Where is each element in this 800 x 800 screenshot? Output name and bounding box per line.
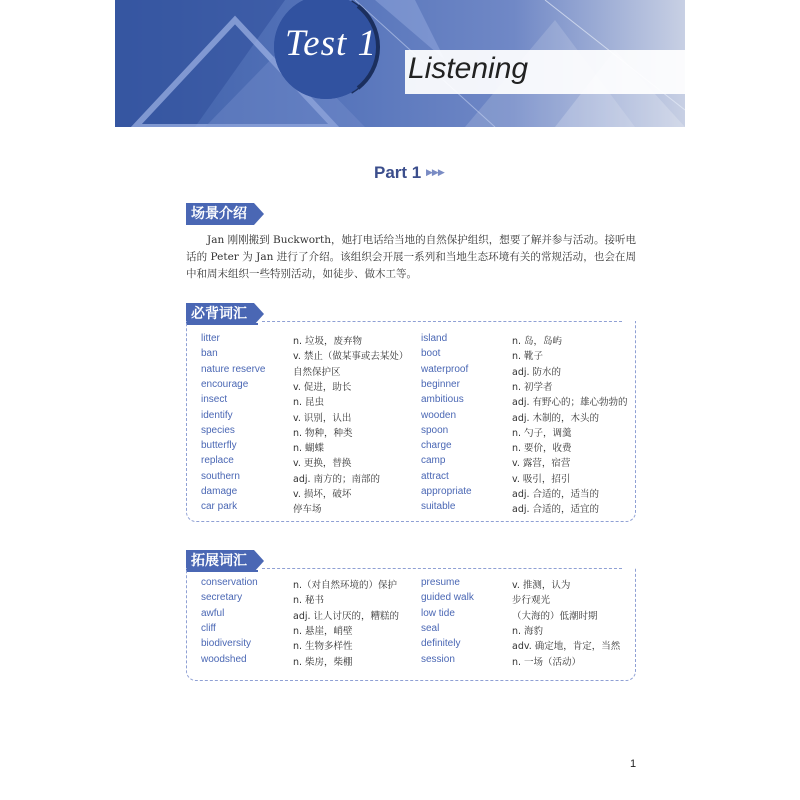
vocab-term: encourage	[201, 378, 249, 390]
banner-decoration	[115, 0, 685, 127]
vocab-term: beginner	[421, 378, 460, 390]
vocab-term: damage	[201, 486, 238, 497]
vocab-term: wooden	[421, 409, 457, 421]
vocab-term: ban	[201, 348, 218, 360]
vocab-definition: v. 吸引，招引	[512, 473, 571, 485]
vocab-term: ambitious	[421, 394, 464, 406]
vocab-term: southern	[201, 470, 240, 482]
vocab-definition: adv. 确定地，肯定，当然	[512, 641, 621, 653]
vocab-term: cliff	[201, 622, 216, 634]
vocab-definition: v. 推测，认为	[512, 580, 571, 591]
vocab-term: insect	[201, 394, 228, 406]
vocab-term: conservation	[201, 577, 258, 588]
vocab-definition: adj. 有野心的；雄心勃勃的	[512, 397, 628, 409]
vocab-definition: n. 悬崖，峭壁	[293, 625, 353, 637]
vocab-definition: n. 垃圾，废弃物	[293, 336, 363, 347]
vocab-definition: n. 生物多样性	[293, 641, 353, 653]
vocab-term: butterfly	[201, 440, 237, 452]
ext-vocab-tag: 拓展词汇	[186, 550, 254, 572]
vocab-definition: adj. 南方的；南部的	[293, 473, 381, 485]
vocab-definition: v. 识别，认出	[293, 412, 352, 424]
vocab-definition: n. 要价，收费	[512, 443, 572, 455]
vocab-definition: adj. 防水的	[512, 366, 562, 378]
vocab-definition: 自然保护区	[293, 366, 341, 378]
vocab-term: definitely	[421, 638, 461, 650]
vocab-definition: n. 海豹	[512, 625, 544, 637]
vocab-term: species	[201, 424, 235, 436]
vocab-definition: v. 促进，助长	[293, 381, 352, 393]
part-arrows-icon: ▶▶▶	[426, 168, 444, 178]
vocab-definition: v. 更换，替换	[293, 458, 352, 470]
vocab-definition: n. 勺子，调羹	[512, 427, 572, 439]
vocab-definition: n. 初学者	[512, 381, 553, 393]
vocab-term: attract	[421, 470, 449, 482]
test-title: Test 1	[285, 23, 378, 64]
vocab-definition: adj. 合适的，适当的	[512, 489, 600, 500]
vocab-term: biodiversity	[201, 638, 252, 650]
vocab-term: low tide	[421, 607, 455, 619]
vocab-definition: 停车场	[293, 504, 322, 516]
vocab-term: spoon	[421, 424, 449, 436]
vocab-definition: v. 露营，宿营	[512, 458, 571, 470]
vocab-definition: adj. 让人讨厌的，糟糕的	[293, 610, 400, 622]
vocab-definition: adj. 木制的，木头的	[512, 412, 600, 424]
header-banner	[115, 0, 685, 127]
vocab-term: replace	[201, 455, 234, 467]
vocab-term: guided walk	[421, 592, 474, 604]
part-title: Part 1	[374, 163, 422, 182]
vocab-term: seal	[421, 622, 440, 634]
vocab-definition: n.（对自然环境的）保护	[293, 580, 398, 591]
page-number: 1	[630, 758, 637, 770]
vocab-term: litter	[201, 333, 220, 344]
vocab-term: secretary	[201, 592, 243, 604]
scene-tag-underline	[186, 223, 246, 225]
vocab-term: suitable	[421, 501, 456, 513]
vocab-definition: n. 秘书	[293, 595, 325, 607]
vocab-term: presume	[421, 577, 460, 588]
vocab-definition: n. 昆虫	[293, 397, 325, 409]
vocab-definition: 步行观光	[512, 595, 551, 607]
vocab-definition: n. 靴子	[512, 351, 544, 363]
scene-text: Jan 刚刚搬到 Buckworth，她打电话给当地的自然保护组织，想要了解并参与活动。接听电话的 Peter 为 Jan 进行了介绍。该组织会开展一系列和当地生态环境有关的常规活动，也会在周中和周末组织一些特别活动，如徒步、做木工等。	[186, 234, 636, 280]
vocab-term: woodshed	[201, 653, 247, 665]
vocab-definition: n. 蝴蝶	[293, 443, 325, 455]
vocab-term: waterproof	[421, 363, 469, 375]
must-vocab-tag: 必背词汇	[186, 303, 254, 325]
vocab-term: camp	[421, 455, 446, 467]
vocab-term: session	[421, 653, 455, 665]
vocab-definition: n. 一场（活动）	[512, 656, 582, 668]
vocab-definition: n. 岛，岛屿	[512, 336, 563, 347]
scene-tag: 场景介绍	[186, 203, 254, 225]
vocab-term: nature reserve	[201, 363, 266, 375]
vocab-definition: n. 柴房，柴棚	[293, 656, 353, 668]
vocab-term: car park	[201, 501, 238, 513]
vocab-definition: （大海的）低潮时期	[512, 610, 598, 622]
vocab-term: island	[421, 333, 448, 344]
vocab-term: awful	[201, 607, 225, 619]
vocab-definition: v. 损坏，破坏	[293, 489, 352, 500]
vocab-term: identify	[201, 409, 233, 421]
vocab-term: charge	[421, 440, 452, 452]
section-title: Listening	[408, 52, 529, 85]
vocab-definition: v. 禁止（做某事或去某处）	[293, 351, 409, 363]
vocab-term: appropriate	[421, 486, 472, 497]
vocab-definition: n. 物种，种类	[293, 427, 353, 439]
vocab-definition: adj. 合适的，适宜的	[512, 504, 600, 516]
vocab-term: boot	[421, 348, 441, 360]
